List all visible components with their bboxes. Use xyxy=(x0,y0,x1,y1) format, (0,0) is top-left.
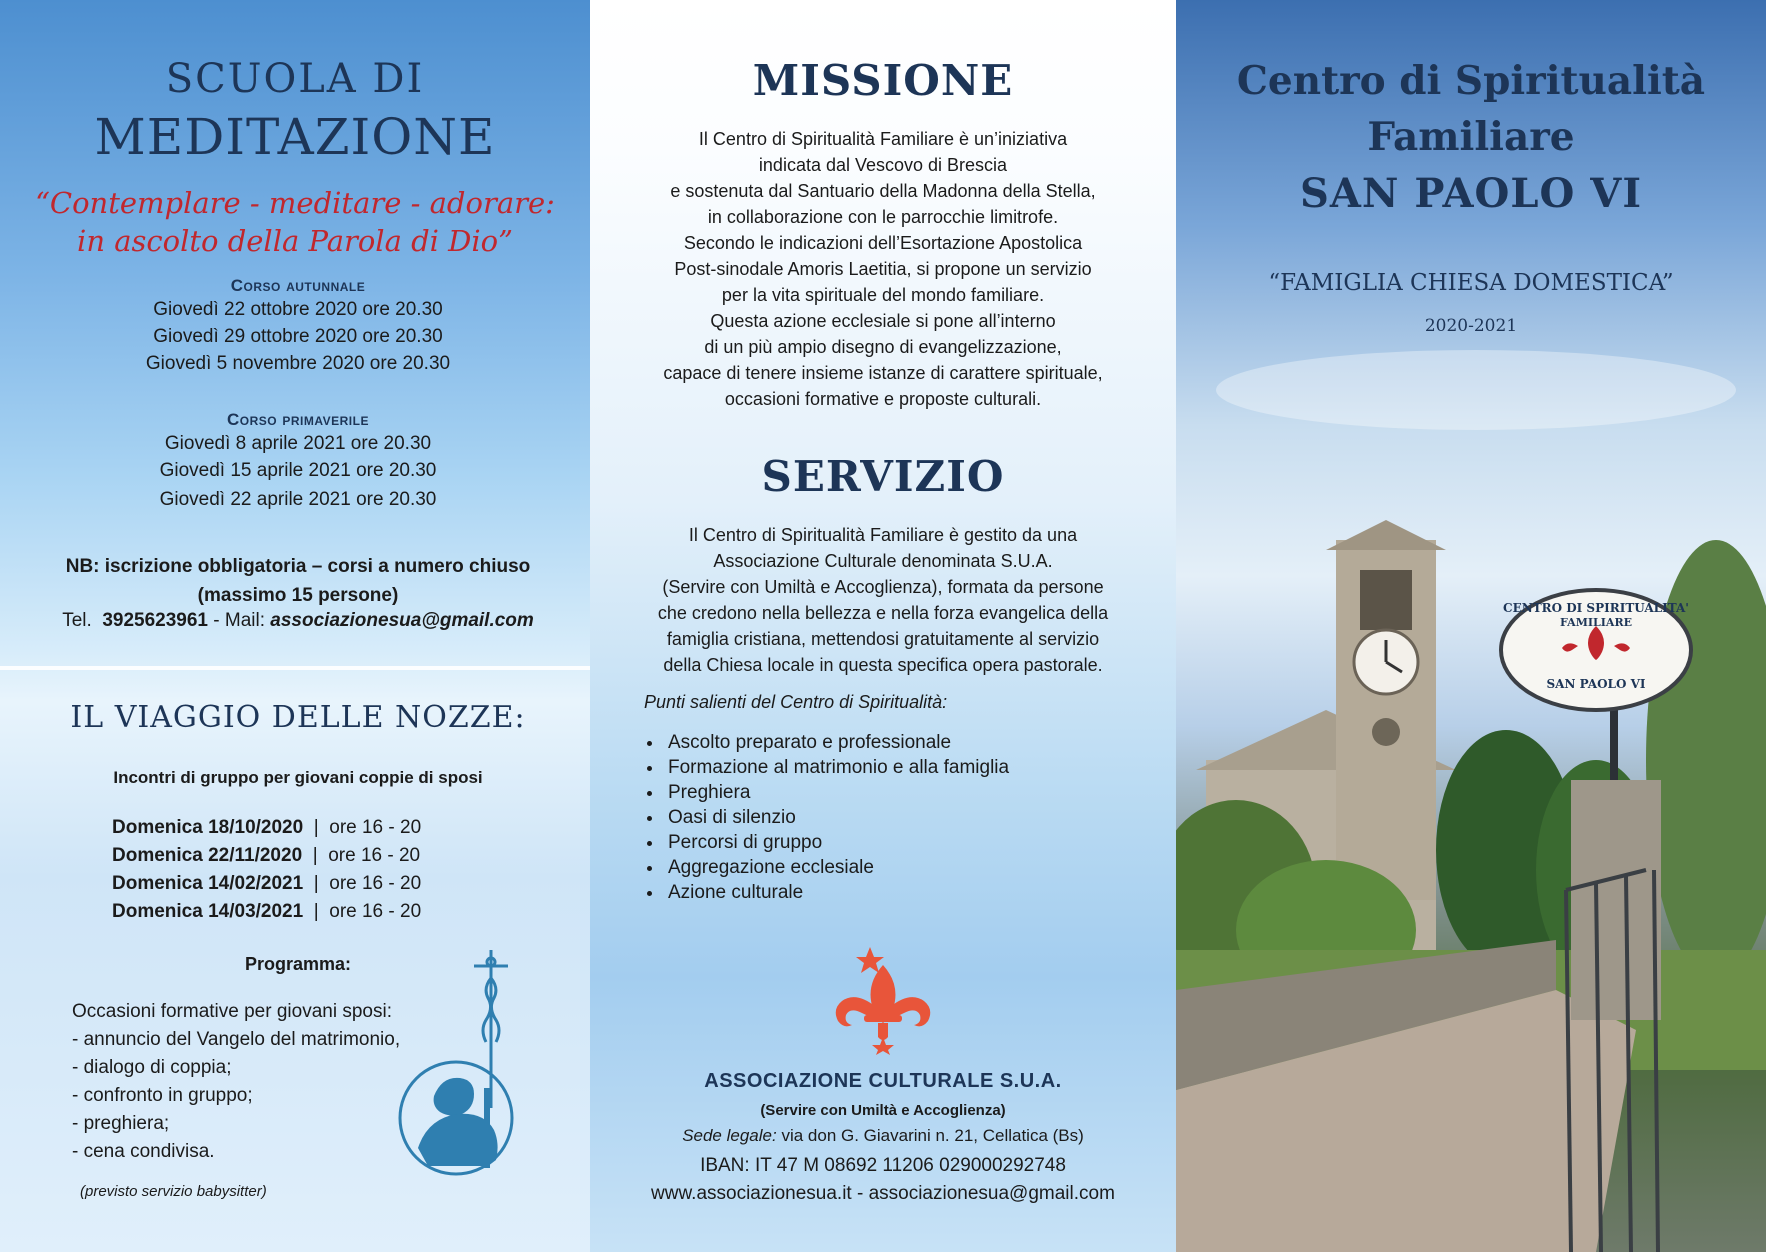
autumn-date: Giovedì 29 ottobre 2020 ore 20.30 xyxy=(153,326,443,347)
list-item: • Formazione al matrimonio e alla famiglia xyxy=(664,755,1009,780)
autumn-course xyxy=(0,276,590,377)
list-item: Domenica 18/10/2020 | ore 16 - 20 xyxy=(112,817,422,838)
list-item: • Oasi di silenzio xyxy=(664,805,1009,830)
registered-office xyxy=(590,1126,1176,1146)
church-photo xyxy=(1176,330,1766,1252)
association-subtitle: (Servire con Umiltà e Accoglienza) xyxy=(760,1102,1006,1119)
list-item: • Aggregazione ecclesiale xyxy=(664,855,1009,880)
list-item: - preghiera; xyxy=(72,1113,170,1134)
iban: IBAN: IT 47 M 08692 11206 029000292748 xyxy=(700,1155,1066,1176)
sign-text-line3: SAN PAOLO VI xyxy=(1546,677,1646,691)
list-item: - annuncio del Vangelo del matrimonio, xyxy=(72,1029,401,1050)
centre-year: 2020-2021 xyxy=(1424,316,1518,336)
mission-line: Questa azione ecclesiale si pone all’interno xyxy=(710,311,1056,331)
mission-line: indicata dal Vescovo di Brescia xyxy=(758,155,1008,175)
wedding-journey-subtitle: Incontri di gruppo per giovani coppie di sposi xyxy=(113,768,483,787)
mission-title: MISSIONE xyxy=(752,56,1014,105)
mail-label: - Mail: xyxy=(213,610,266,631)
wedding-journey-title: IL VIAGGIO DELLE NOZZE: xyxy=(70,700,526,735)
sign-text-line1: CENTRO DI SPIRITUALITA' xyxy=(1503,601,1689,615)
association-name: ASSOCIAZIONE CULTURALE S.U.A. xyxy=(704,1070,1062,1092)
centre-title-line2: Familiare xyxy=(1367,114,1575,160)
list-item: • Preghiera xyxy=(664,780,1009,805)
list-item: - dialogo di coppia; xyxy=(72,1057,232,1078)
centre-subtitle: “FAMIGLIA CHIESA DOMESTICA” xyxy=(1268,270,1674,296)
right-panel xyxy=(1176,0,1766,1252)
school-title-line1: SCUOLA DI xyxy=(165,56,425,102)
middle-panel xyxy=(590,0,1176,1252)
school-subtitle-line1: “Contemplare - meditare - adorare: xyxy=(35,186,555,220)
registration-note xyxy=(0,552,590,610)
fleur-de-lis-icon xyxy=(830,945,936,1055)
autumn-date: Giovedì 22 ottobre 2020 ore 20.30 xyxy=(153,299,443,320)
tel-number[interactable]: 3925623961 xyxy=(102,610,208,631)
spring-course xyxy=(0,410,590,513)
list-item: Domenica 14/03/2021 | ore 16 - 20 xyxy=(112,901,422,922)
registration-note-line1: NB: iscrizione obbligatoria – corsi a numero chiuso xyxy=(65,556,531,577)
sede-value: via don G. Giavarini n. 21, Cellatica (Bs) xyxy=(781,1126,1084,1145)
spring-course-heading: Corso primaverile xyxy=(227,410,369,429)
mission-line: Post-sinodale Amoris Laetitia, si propone un servizio xyxy=(674,259,1092,279)
school-subtitle xyxy=(20,184,570,260)
sign-text-line2: FAMILIARE xyxy=(1560,616,1632,629)
mission-line: per la vita spirituale del mondo familiare. xyxy=(721,285,1045,305)
program-list xyxy=(72,998,452,1166)
sunday-meetings xyxy=(112,814,532,926)
list-item: • Azione culturale xyxy=(664,880,1009,905)
contact-line xyxy=(0,610,590,632)
service-text xyxy=(590,522,1176,678)
spring-date: Giovedì 22 aprile 2021 ore 20.30 xyxy=(159,489,437,510)
service-line: famiglia cristiana, mettendosi gratuitamente al servizio xyxy=(666,629,1100,649)
program-label: Programma: xyxy=(244,954,352,974)
service-line: della Chiesa locale in questa specifica opera pastorale. xyxy=(663,655,1103,675)
pope-illustration xyxy=(396,948,536,1178)
mission-line: Secondo le indicazioni dell’Esortazione Apostolica xyxy=(683,233,1083,253)
mission-line: in collaborazione con le parrocchie limitrofe. xyxy=(707,207,1059,227)
list-item: - confronto in gruppo; xyxy=(72,1085,253,1106)
autumn-course-heading: Corso autunnale xyxy=(230,276,366,295)
list-item: Domenica 22/11/2020 | ore 16 - 20 xyxy=(112,845,421,866)
mail-link[interactable]: associazionesua@gmail.com xyxy=(270,610,534,631)
school-subtitle-line2: in ascolto della Parola di Dio” xyxy=(77,224,513,258)
left-panel xyxy=(0,0,590,1252)
registration-note-line2: (massimo 15 persone) xyxy=(197,585,399,606)
list-item: Occasioni formative per giovani sposi: xyxy=(72,1001,392,1022)
centre-title-line3: SAN PAOLO VI xyxy=(1299,170,1643,217)
mission-line: Il Centro di Spiritualità Familiare è un’iniziativa xyxy=(698,129,1068,149)
centre-title-line1: Centro di Spiritualità xyxy=(1236,58,1706,104)
list-item: • Percorsi di gruppo xyxy=(664,830,1009,855)
sede-label: Sede legale: xyxy=(682,1126,777,1145)
mission-line: di un più ampio disegno di evangelizzazione, xyxy=(704,337,1062,357)
babysitter-note: (previsto servizio babysitter) xyxy=(80,1183,267,1200)
list-item: • Ascolto preparato e professionale xyxy=(664,730,1009,755)
mission-line: occasioni formative e proposte culturali. xyxy=(724,389,1042,409)
service-line: che credono nella bellezza e nella forza evangelica della xyxy=(657,603,1109,623)
service-line: Il Centro di Spiritualità Familiare è gestito da una xyxy=(688,525,1078,545)
mission-text xyxy=(590,126,1176,412)
service-title: SERVIZIO xyxy=(761,452,1005,501)
highlights-label: Punti salienti del Centro di Spiritualità: xyxy=(644,692,948,712)
tel-label: Tel. xyxy=(62,610,92,631)
spring-date: Giovedì 8 aprile 2021 ore 20.30 xyxy=(164,433,432,454)
autumn-date: Giovedì 5 novembre 2020 ore 20.30 xyxy=(145,353,451,374)
list-item: Domenica 14/02/2021 | ore 16 - 20 xyxy=(112,873,422,894)
spring-date: Giovedì 15 aprile 2021 ore 20.30 xyxy=(159,460,437,481)
highlights-list xyxy=(642,730,1009,905)
section-divider xyxy=(0,666,590,670)
mission-line: capace di tenere insieme istanze di carattere spirituale, xyxy=(663,363,1103,383)
school-title-line2: MEDITAZIONE xyxy=(94,108,496,166)
web-contact-link[interactable]: www.associazionesua.it - associazionesua@gmail.com xyxy=(651,1183,1115,1204)
service-line: (Servire con Umiltà e Accoglienza), formata da persone xyxy=(662,577,1104,597)
service-line: Associazione Culturale denominata S.U.A. xyxy=(713,551,1053,571)
list-item: - cena condivisa. xyxy=(72,1141,215,1162)
mission-line: e sostenuta dal Santuario della Madonna della Stella, xyxy=(670,181,1096,201)
